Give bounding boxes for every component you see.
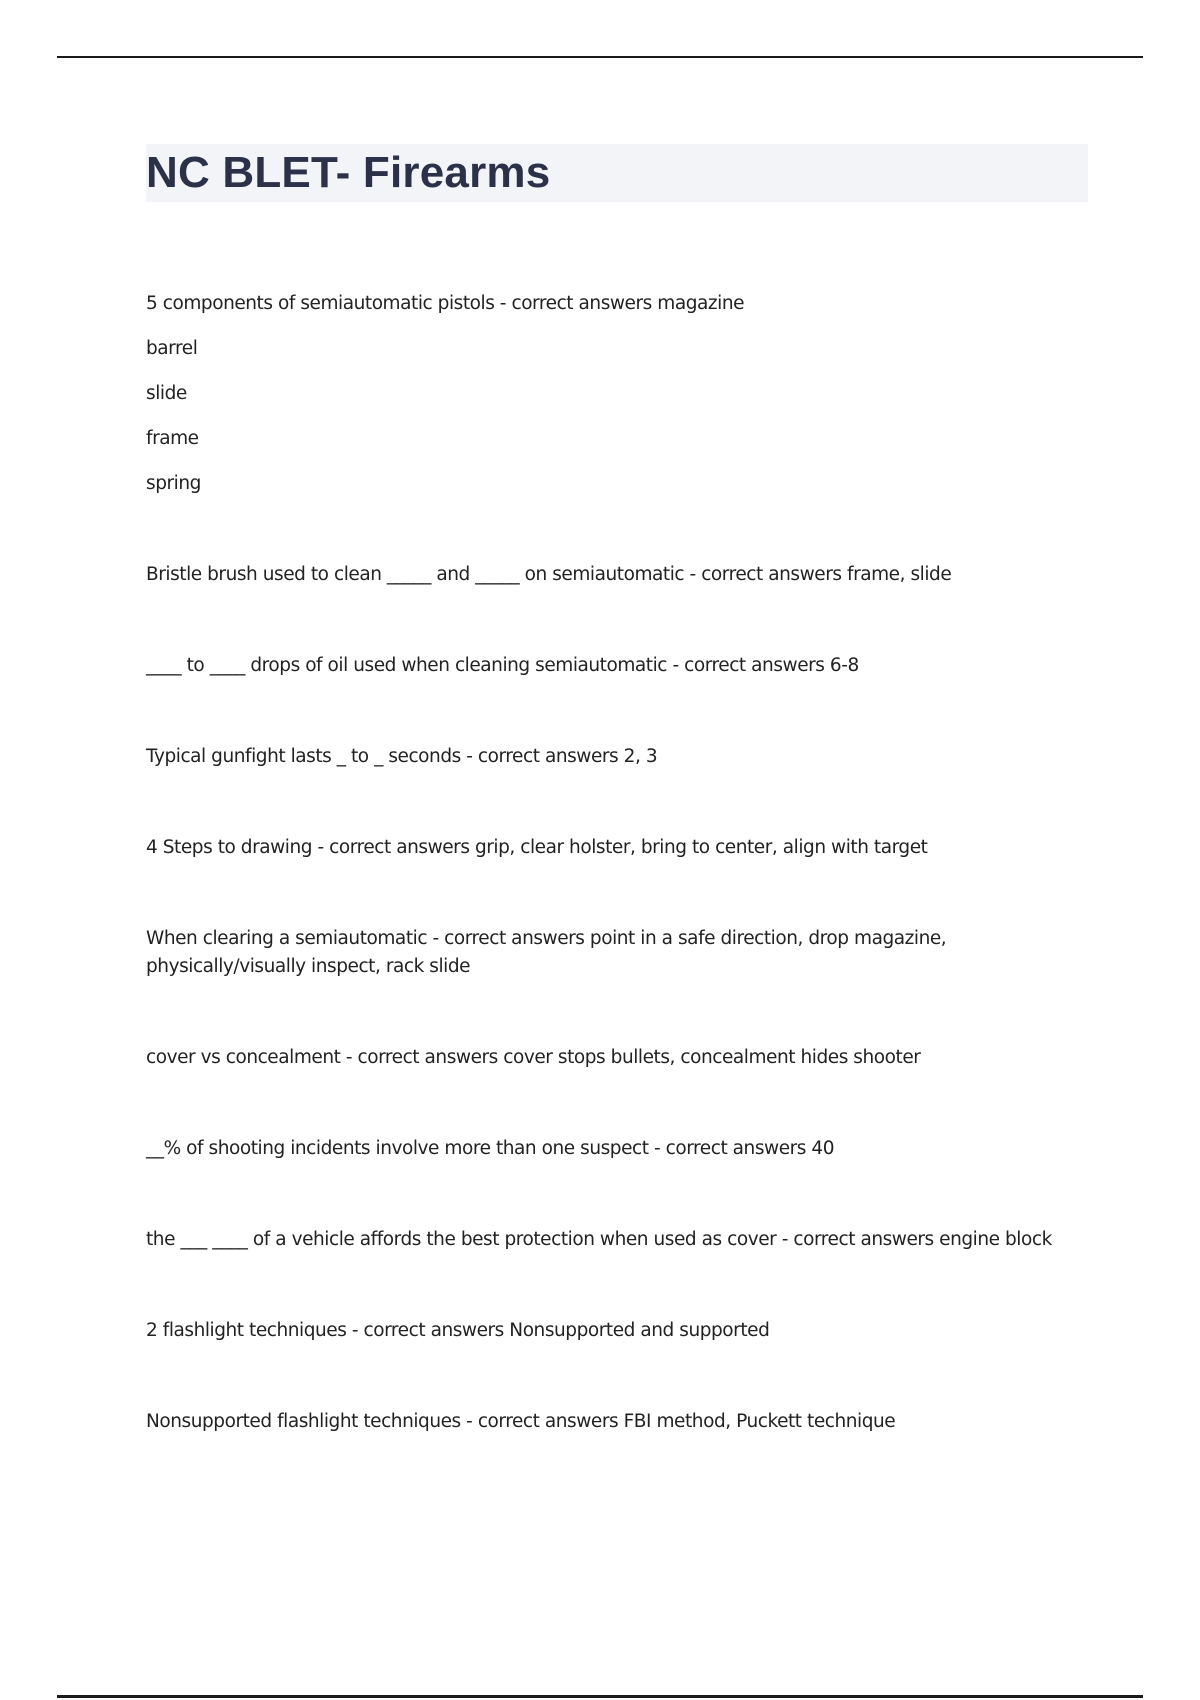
qa-item-multiple-suspects xyxy=(146,1135,1096,1163)
qa-item-flashlight-techniques xyxy=(146,1317,1096,1345)
qa-text: ____ to ____ drops of oil used when cleaning semiautomatic - correct answers 6-8 xyxy=(146,655,859,676)
qa-item-oil-drops xyxy=(146,652,1096,680)
qa-item-components xyxy=(146,290,1096,498)
qa-item-bristle-brush xyxy=(146,561,1096,589)
qa-item-drawing-steps xyxy=(146,834,1096,862)
qa-item-engine-block xyxy=(146,1226,1096,1254)
qa-text: Nonsupported flashlight techniques - correct answers FBI method, Puckett technique xyxy=(146,1411,896,1432)
qa-text: When clearing a semiautomatic - correct answers point in a safe direction, drop magazine, physically/visually inspect, rack slide xyxy=(146,928,947,977)
qa-item-cover-concealment xyxy=(146,1044,1096,1072)
header-rule xyxy=(57,56,1143,58)
document-title: NC BLET- Firearms xyxy=(146,148,551,197)
qa-item-nonsupported-flashlight xyxy=(146,1408,1096,1436)
qa-text: __% of shooting incidents involve more than one suspect - correct answers 40 xyxy=(146,1138,835,1159)
qa-list xyxy=(146,290,1096,1436)
qa-text: barrel xyxy=(146,338,198,359)
qa-text: 2 flashlight techniques - correct answers Nonsupported and supported xyxy=(146,1320,770,1341)
qa-text: cover vs concealment - correct answers cover stops bullets, concealment hides shooter xyxy=(146,1047,921,1068)
qa-item-gunfight-duration xyxy=(146,743,1096,771)
qa-text: 5 components of semiautomatic pistols - correct answers magazine xyxy=(146,293,745,314)
qa-text: Typical gunfight lasts _ to _ seconds - correct answers 2, 3 xyxy=(146,746,658,767)
qa-text: the ___ ____ of a vehicle affords the best protection when used as cover - correct answers engine block xyxy=(146,1229,1052,1250)
qa-text: spring xyxy=(146,473,201,494)
footer-rule xyxy=(57,1695,1143,1698)
qa-text: Bristle brush used to clean _____ and _____ on semiautomatic - correct answers frame, slide xyxy=(146,564,952,585)
qa-text: slide xyxy=(146,383,187,404)
qa-item-clearing xyxy=(146,925,966,981)
qa-text: frame xyxy=(146,428,199,449)
qa-text: 4 Steps to drawing - correct answers grip, clear holster, bring to center, align with target xyxy=(146,837,928,858)
